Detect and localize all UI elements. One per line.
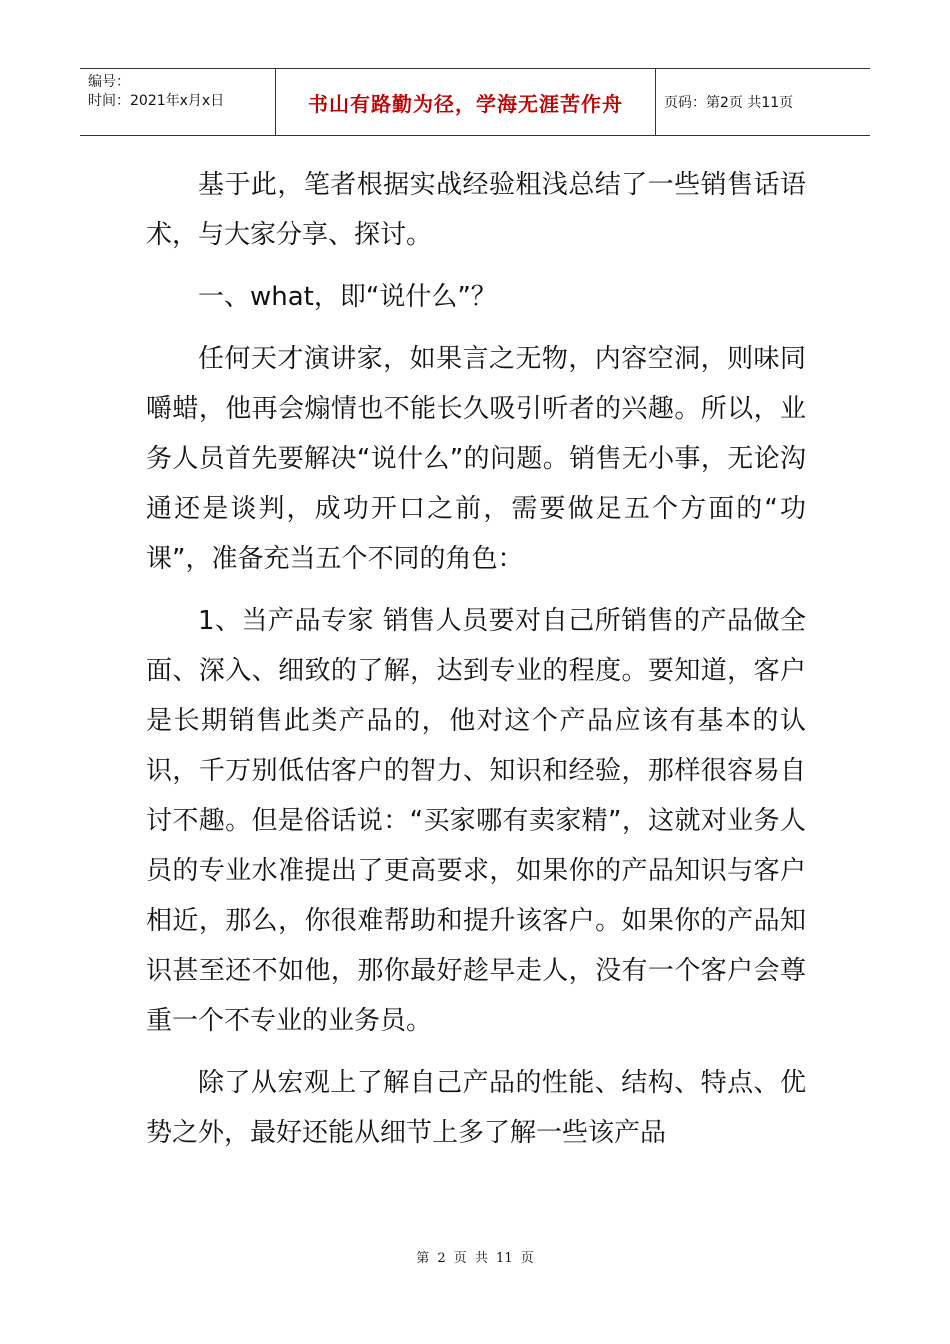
section-heading: 一、what，即“说什么”？	[198, 282, 497, 312]
page-number-label: 页码：第2页 共11页	[664, 95, 794, 111]
paragraph: 除了从宏观上了解自己产品的性能、结构、特点、优势之外，最好还能从细节上多了解一些该产品	[146, 1068, 806, 1148]
header-motto-cell	[276, 69, 656, 135]
page-footer: 第 2 页 共 11 页	[416, 1251, 534, 1266]
paragraph: 1、当产品专家 销售人员要对自己所销售的产品做全面、深入、细致的了解，达到专业的程度。要知道，客户是长期销售此类产品的，他对这个产品应该有基本的认识，千万别低估客户的智力、知识和经验，那样很容易自讨不趣。但是俗话说：“买家哪有卖家精”，这就对业务人员的专业水准提出了更高要求，如果你的产品知识与客户相近，那么，你很难帮助和提升该客户。如果你的产品知识甚至还不如他，那你最好趁早走人，没有一个客户会尊重一个不专业的业务员。	[146, 606, 806, 1036]
motto-text: 书山有路勤为径，学海无涯苦作舟	[308, 91, 623, 116]
time-label: 时间：2021年x月x日	[88, 93, 225, 109]
paragraph: 任何天才演讲家，如果言之无物，内容空洞，则味同嚼蜡，他再会煽情也不能长久吸引听者的兴趣。所以，业务人员首先要解决“说什么”的问题。销售无小事，无论沟通还是谈判，成功开口之前，需要做足五个方面的“功课”，准备充当五个不同的角色：	[146, 344, 806, 574]
paragraph: 基于此，笔者根据实战经验粗浅总结了一些销售话语术，与大家分享、探讨。	[146, 170, 806, 250]
header-page-cell	[656, 69, 870, 135]
document-body	[146, 160, 806, 1170]
page-header	[80, 68, 870, 136]
header-meta-cell	[80, 69, 276, 135]
number-label: 编号：	[88, 74, 130, 90]
